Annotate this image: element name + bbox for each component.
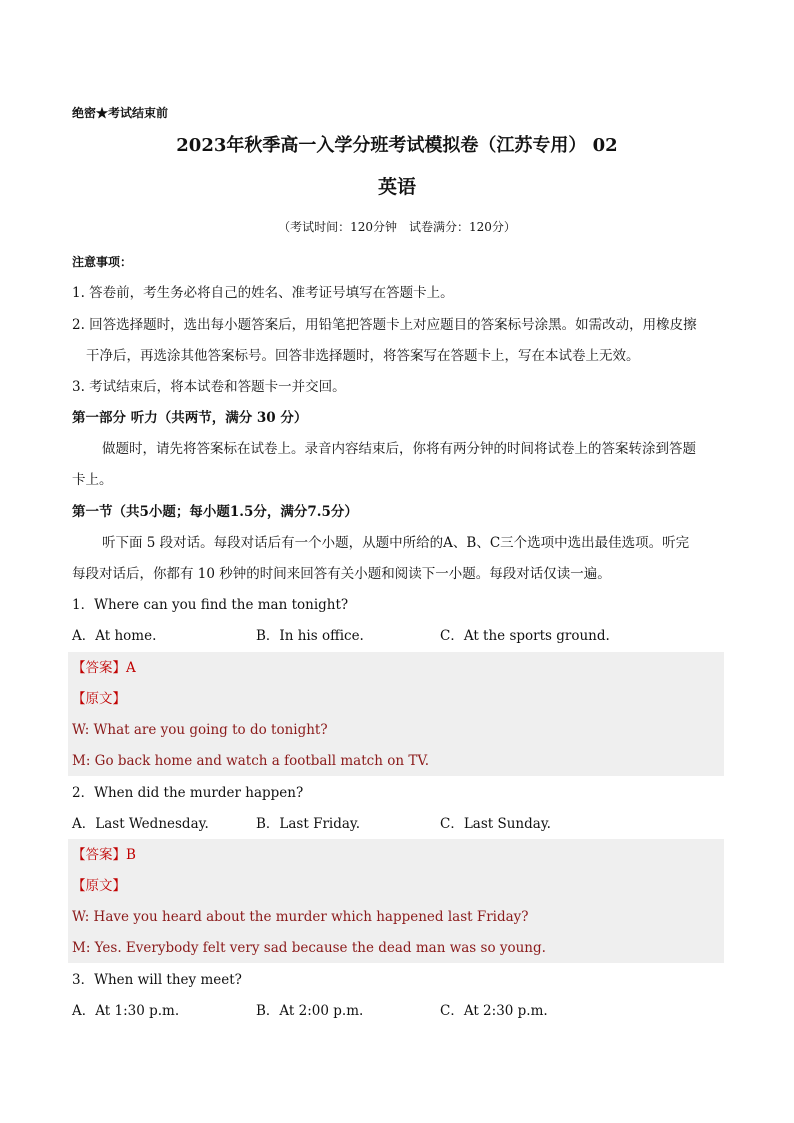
question-stem: 1．Where can you find the man tonight? [72,597,349,613]
answer-value: A [126,660,136,676]
option-c: C．At the sports ground. [440,628,610,644]
subject-title: 英语 [377,176,416,198]
answer-label: 【答案】 [72,660,126,676]
option-c: C．Last Sunday. [440,816,551,832]
part1-intro: 卡上。 [72,472,113,488]
part1-intro: 做题时，请先将答案标在试卷上。录音内容结束后，你将有两分钟的时间将试卷上的答案转涂到答题 [102,441,696,457]
dialogue-line: W: What are you going to do tonight? [72,722,328,738]
notice-item: 2. 回答选择题时，选出每小题答案后，用铅笔把答题卡上对应题目的答案标号涂黑。如需改动，用橡皮擦 [72,317,697,333]
answer-line [72,846,724,864]
answer-label: 【答案】 [72,847,126,863]
dialogue-line: M: Yes. Everybody felt very sad because the dead man was so young. [72,940,546,956]
secret-mark: 绝密★考试结束前 [72,106,169,120]
notice-heading: 注意事项： [72,255,133,269]
notice-item: 干净后，再选涂其他答案标号。回答非选择题时，将答案写在答题卡上，写在本试卷上无效。 [86,348,640,364]
section1-heading: 第一节（共5小题；每小题1.5分，满分7.5分） [72,504,358,520]
question-stem: 3．When will they meet? [72,972,242,988]
answer-line [72,659,724,677]
exam-title: 2023年秋季高一入学分班考试模拟卷（江苏专用） 02 [176,135,618,156]
option-a: A．At 1:30 p.m. [72,1003,180,1019]
answer-value: B [126,847,136,863]
dialogue-line: M: Go back home and watch a football match on TV. [72,753,429,769]
dialogue-line: W: Have you heard about the murder which happened last Friday? [72,909,529,925]
part1-heading: 第一部分 听力（共两节，满分 30 分） [72,410,308,426]
section1-intro: 听下面 5 段对话。每段对话后有一个小题，从题中所给的A、B、C三个选项中选出最佳选项。听完 [102,535,690,551]
option-b: B．At 2:00 p.m. [256,1003,364,1019]
exam-info: （考试时间：120分钟 试卷满分：120分） [278,220,516,234]
option-a: A．Last Wednesday. [72,816,209,832]
option-c: C．At 2:30 p.m. [440,1003,548,1019]
notice-item: 1. 答卷前，考生务必将自己的姓名、准考证号填写在答题卡上。 [72,285,454,301]
option-a: A．At home. [72,628,157,644]
notice-item: 3. 考试结束后，将本试卷和答题卡一并交回。 [72,379,346,395]
section1-intro: 每段对话后，你都有 10 秒钟的时间来回答有关小题和阅读下一小题。每段对话仅读一遍。 [72,566,611,582]
option-b: B．In his office. [256,628,364,644]
option-b: B．Last Friday. [256,816,361,832]
transcript-label: 【原文】 [72,691,126,707]
transcript-label: 【原文】 [72,878,126,894]
question-stem: 2．When did the murder happen? [72,785,304,801]
